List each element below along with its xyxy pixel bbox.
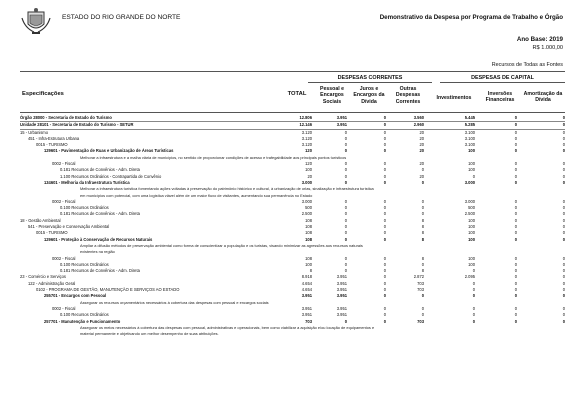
row-value: 20	[419, 148, 424, 154]
row-value: 108	[305, 255, 312, 261]
row-value: 0	[421, 211, 424, 217]
row-value: 0	[383, 236, 386, 242]
table-row	[20, 122, 565, 129]
row-value: 0	[514, 280, 517, 286]
row-value: 0	[514, 135, 517, 141]
row-value: 0	[562, 236, 565, 242]
row-value: 0	[344, 198, 347, 204]
action-description: Ampliar a difusão métodos de preservação ambiental como forma de conscientizar a população e os turistas, visando minimizar as agressões aos recursos naturais existentes na região	[80, 242, 363, 255]
row-value: 108	[305, 217, 312, 223]
row-value: 3.951	[336, 293, 347, 299]
row-value: 703	[417, 318, 424, 324]
row-value: 0	[383, 261, 386, 267]
row-value: 0	[421, 198, 424, 204]
row-value: 0	[383, 287, 386, 293]
row-value: 0	[562, 268, 565, 274]
row-value: 0	[562, 129, 565, 135]
row-value: 0	[514, 115, 517, 120]
row-value: 3.951	[301, 305, 312, 311]
row-value: 8	[421, 224, 424, 230]
row-label: 18 - Gestão Ambiental	[20, 217, 61, 223]
row-label: 541 - Preservação e Conservação Ambiental	[28, 224, 110, 230]
row-value: 3.951	[336, 287, 347, 293]
row-label: 451 - Infra-Estrutura Urbana	[28, 135, 80, 141]
row-value: 0	[514, 205, 517, 211]
row-label: 0.181 Recursos de Convênios - Adm. Direta	[60, 268, 140, 274]
row-value: 0	[562, 211, 565, 217]
col-outras-header: Outras Despesas Correntes	[395, 86, 421, 105]
row-value: 20	[419, 142, 424, 148]
row-value: 0	[383, 173, 386, 179]
row-value: 8	[421, 268, 424, 274]
col-pessoal-header: Pessoal e Encargos Sociais	[320, 86, 344, 105]
action-description: Melhorar a infraestrutura e a malha viária de municípios, no sentido de proporcionar condições de acesso e trafegabilidade aos principais pontos turísticos	[80, 154, 347, 160]
row-value: 12.806	[299, 115, 312, 120]
row-value: 0	[383, 293, 386, 299]
row-value: 0	[514, 261, 517, 267]
row-value: 3.951	[301, 293, 312, 299]
row-value: 100	[468, 217, 475, 223]
row-value: 0	[514, 122, 517, 128]
row-value: 3.100	[464, 142, 475, 148]
row-value: 0	[421, 305, 424, 311]
row-value: 0	[514, 268, 517, 274]
row-value: 5.445	[464, 115, 475, 120]
row-value: 0	[562, 312, 565, 318]
action-description: Assegurar os recursos orçamentários necessários à cobertura das despesas com pessoal e encargos sociais	[80, 299, 269, 305]
row-value: 0	[514, 217, 517, 223]
row-value: 3.120	[301, 135, 312, 141]
row-value: 0	[344, 179, 347, 185]
row-value: 0	[344, 255, 347, 261]
row-value: 0	[562, 287, 565, 293]
row-value: 3.000	[464, 198, 475, 204]
row-value: 108	[305, 230, 312, 236]
row-value: 0	[383, 167, 386, 173]
row-value: 0	[383, 255, 386, 261]
row-value: 2.500	[301, 211, 312, 217]
row-value: 0	[383, 198, 386, 204]
row-value: 0	[562, 255, 565, 261]
state-name: ESTADO DO RIO GRANDE DO NORTE	[62, 14, 181, 21]
especificacoes-header: Especificações	[22, 91, 64, 97]
row-label: 0002 - Fiscal	[52, 161, 76, 167]
row-value: 0	[344, 261, 347, 267]
despesas-capital-rule	[440, 82, 565, 83]
row-value: 0	[383, 312, 386, 318]
row-value: 0	[344, 224, 347, 230]
row-value: 3.951	[301, 312, 312, 318]
row-value: 0	[472, 287, 475, 293]
row-value: 0	[562, 293, 565, 299]
header-top-rule	[20, 71, 565, 72]
row-label: 0.181 Recursos de Convênios - Adm. Direta	[60, 211, 140, 217]
row-value: 0	[562, 274, 565, 280]
row-value: 0	[344, 230, 347, 236]
row-value: 0	[383, 211, 386, 217]
col-inversoes-header: Inversões Financeiras	[485, 91, 515, 104]
row-value: 100	[468, 161, 475, 167]
row-label: 257701 - Manutenção e Funcionamento	[44, 318, 121, 324]
row-value: 0	[562, 198, 565, 204]
row-value: 8	[421, 236, 424, 242]
row-value: 2.095	[464, 274, 475, 280]
total-header: TOTAL	[287, 91, 307, 97]
row-value: 0	[514, 230, 517, 236]
row-value: 0	[514, 287, 517, 293]
row-value: 0	[383, 217, 386, 223]
row-value: 0	[562, 167, 565, 173]
row-value: 0	[514, 236, 517, 242]
state-coat-of-arms-logo	[20, 6, 52, 36]
expense-table-body	[20, 115, 565, 337]
row-value: 3.560	[413, 115, 424, 120]
row-value: 0	[562, 179, 565, 185]
row-value: 3.000	[301, 179, 312, 185]
row-value: 0	[514, 224, 517, 230]
row-value: 3.951	[336, 274, 347, 280]
row-value: 0	[421, 179, 424, 185]
row-value: 120	[305, 148, 312, 154]
row-value: 120	[305, 161, 312, 167]
row-value: 0	[344, 129, 347, 135]
row-value: 0	[421, 312, 424, 318]
row-value: 0	[383, 122, 386, 128]
row-value: 3.120	[301, 142, 312, 148]
row-value: 0	[383, 142, 386, 148]
action-description: Melhorar a infraestrutura turística fomentando ações voltadas à preservação do patrimônio histórico e cultural, à urbanização de orlas, sinalização e infraestrutura turística em municípios com potencial, com uma logística viável além de um maior fluxo de visitantes, aumentando sua permanência no Estado	[80, 186, 374, 198]
row-label: Órgão 28000 - Secretaria de Estado do Turismo	[20, 115, 112, 120]
row-label: 255701 - Encargos com Pessoal	[44, 293, 107, 299]
row-value: 0	[344, 211, 347, 217]
row-value: 500	[305, 205, 312, 211]
row-value: 0	[421, 261, 424, 267]
row-value: 0	[562, 122, 565, 128]
col-juros-header: Juros e Encargos da Dívida	[353, 86, 385, 105]
row-value: 0	[514, 211, 517, 217]
row-value: 100	[468, 224, 475, 230]
row-value: 2.872	[413, 274, 424, 280]
row-label: 0015 - TURISMO	[36, 230, 68, 236]
table-row	[20, 115, 565, 122]
row-value: 0	[562, 224, 565, 230]
row-value: 12.146	[299, 122, 312, 128]
row-value: 0	[383, 161, 386, 167]
recursos-label: Recursos de Todas as Fontes	[491, 62, 563, 68]
row-value: 8.918	[301, 274, 312, 280]
row-value: 100	[468, 261, 475, 267]
row-value: 703	[417, 280, 424, 286]
row-label: 0.100 Recursos Ordinários	[60, 261, 109, 267]
row-value: 0	[421, 167, 424, 173]
row-value: 0	[562, 161, 565, 167]
row-value: 0	[472, 173, 475, 179]
row-value: 0	[562, 173, 565, 179]
row-value: 0	[383, 230, 386, 236]
row-value: 0	[344, 135, 347, 141]
row-value: 0	[562, 142, 565, 148]
row-value: 3.000	[464, 179, 475, 185]
row-value: 0	[344, 205, 347, 211]
row-value: 20	[307, 173, 312, 179]
row-label: 129601 - Pavimentação de Ruas e Urbanização de Áreas Turísticas	[44, 148, 174, 154]
row-value: 0	[344, 161, 347, 167]
row-label: 1.100 Recursos Ordinários - Contrapartida de Convênio	[60, 173, 162, 179]
action-description: Assegurar os meios necessários à cobertura das despesas com pessoal, administrativas e operacionais, bem como viabilizar a aquisição e/ou locação de equipamentos e material permanente e objetivando um melhor desempenho de suas atribuições.	[80, 324, 375, 337]
row-label: 0002 - Fiscal	[52, 255, 76, 261]
row-value: 100	[468, 255, 475, 261]
row-value: 100	[468, 167, 475, 173]
row-value: 703	[305, 318, 312, 324]
row-value: 500	[468, 205, 475, 211]
row-value: 0	[514, 312, 517, 318]
row-value: 0	[562, 135, 565, 141]
row-value: 8	[421, 217, 424, 223]
row-value: 4.654	[301, 280, 312, 286]
col-amortizacao-header: Amortização da Dívida	[523, 91, 563, 104]
row-value: 0	[514, 305, 517, 311]
despesas-correntes-rule	[308, 82, 432, 83]
row-label: 129601 - Proteção à Conservação de Recursos Naturais	[44, 236, 153, 242]
row-value: 0	[472, 280, 475, 286]
row-label: Unidade 28101 - Secretaria de Estado do Turismo - SETUR	[20, 122, 134, 128]
row-value: 0	[514, 173, 517, 179]
row-label: 0102 - PROGRAMA DE GESTÃO, MANUTENÇÃO E SERVIÇOS AO ESTADO	[36, 287, 180, 293]
row-label: 0.100 Recursos Ordinários	[60, 205, 109, 211]
row-label: 0002 - Fiscal	[52, 198, 76, 204]
row-value: 0	[562, 230, 565, 236]
row-value: 0	[383, 129, 386, 135]
despesas-capital-heading: DESPESAS DE CAPITAL	[471, 75, 534, 81]
row-value: 0	[383, 280, 386, 286]
row-value: 100	[305, 167, 312, 173]
row-value: 2.960	[413, 122, 424, 128]
row-value: 0	[514, 274, 517, 280]
row-value: 20	[419, 173, 424, 179]
row-value: 8	[309, 268, 312, 274]
row-value: 0	[344, 167, 347, 173]
row-value: 0	[472, 293, 475, 299]
row-value: 0	[383, 115, 386, 120]
row-value: 2.500	[464, 211, 475, 217]
row-value: 0	[421, 293, 424, 299]
row-label: 23 - Comércio e Serviços	[20, 274, 66, 280]
report-title: Demonstrativo da Despesa por Programa de Trabalho e Órgão	[379, 14, 563, 21]
despesas-correntes-heading: DESPESAS CORRENTES	[337, 75, 403, 81]
row-value: 0	[344, 268, 347, 274]
row-value: 0	[383, 179, 386, 185]
ano-base: Ano Base: 2019	[516, 36, 563, 43]
row-value: 0	[472, 268, 475, 274]
row-value: 0	[383, 205, 386, 211]
row-value: 20	[419, 135, 424, 141]
row-value: 20	[419, 161, 424, 167]
row-value: 0	[383, 305, 386, 311]
row-value: 0	[514, 148, 517, 154]
row-value: 3.951	[336, 122, 347, 128]
col-investimentos-header: Investimentos	[436, 95, 472, 101]
row-value: 0	[344, 236, 347, 242]
row-value: 0	[383, 148, 386, 154]
row-value: 0	[344, 148, 347, 154]
row-value: 3.951	[336, 115, 347, 120]
row-label: 0002 - Fiscal	[52, 305, 76, 311]
row-label: 15 - Urbanismo	[20, 129, 48, 135]
row-value: 8	[421, 230, 424, 236]
row-value: 0	[344, 217, 347, 223]
row-value: 3.000	[301, 198, 312, 204]
row-value: 3.951	[336, 312, 347, 318]
row-value: 0	[383, 274, 386, 280]
row-value: 703	[417, 287, 424, 293]
row-value: 0	[562, 115, 565, 120]
row-value: 0	[383, 268, 386, 274]
row-value: 100	[468, 230, 475, 236]
row-label: 122 - Administração Geral	[28, 280, 76, 286]
row-value: 0	[514, 255, 517, 261]
row-value: 0	[472, 312, 475, 318]
row-value: 4.654	[301, 287, 312, 293]
row-value: 0	[383, 318, 386, 324]
row-value: 8	[421, 255, 424, 261]
row-label: 134601 - Melhoria da Infraestrutura Turística	[44, 179, 130, 185]
row-value: 0	[344, 173, 347, 179]
row-value: 0	[421, 205, 424, 211]
row-label: 0.100 Recursos Ordinários	[60, 312, 109, 318]
row-value: 0	[514, 198, 517, 204]
row-value: 0	[562, 280, 565, 286]
valor-unit: R$ 1.000,00	[532, 45, 563, 51]
row-label: 0015 - TURISMO	[36, 142, 68, 148]
row-value: 0	[514, 293, 517, 299]
row-value: 0	[562, 305, 565, 311]
row-value: 3.951	[336, 280, 347, 286]
row-value: 0	[383, 224, 386, 230]
row-value: 3.100	[464, 135, 475, 141]
row-value: 108	[305, 236, 312, 242]
row-value: 0	[562, 217, 565, 223]
row-value: 20	[419, 129, 424, 135]
row-value: 0	[472, 305, 475, 311]
header-bottom-rule	[20, 112, 565, 113]
row-value: 0	[562, 205, 565, 211]
row-value: 100	[468, 148, 475, 154]
row-label: 0.181 Recursos de Convênios - Adm. Direta	[60, 167, 140, 173]
row-value: 0	[562, 148, 565, 154]
row-value: 0	[514, 161, 517, 167]
row-value: 108	[305, 224, 312, 230]
row-value: 0	[514, 167, 517, 173]
row-value: 100	[305, 261, 312, 267]
row-value: 3.120	[301, 129, 312, 135]
row-value: 5.285	[464, 122, 475, 128]
row-value: 0	[514, 318, 517, 324]
row-value: 0	[344, 318, 347, 324]
row-value: 100	[468, 236, 475, 242]
row-value: 0	[514, 179, 517, 185]
row-value: 3.951	[336, 305, 347, 311]
row-value: 0	[344, 142, 347, 148]
row-value: 3.100	[464, 129, 475, 135]
row-value: 0	[383, 135, 386, 141]
row-value: 0	[472, 318, 475, 324]
row-value: 0	[514, 142, 517, 148]
row-value: 0	[562, 261, 565, 267]
row-value: 0	[562, 318, 565, 324]
row-value: 0	[514, 129, 517, 135]
